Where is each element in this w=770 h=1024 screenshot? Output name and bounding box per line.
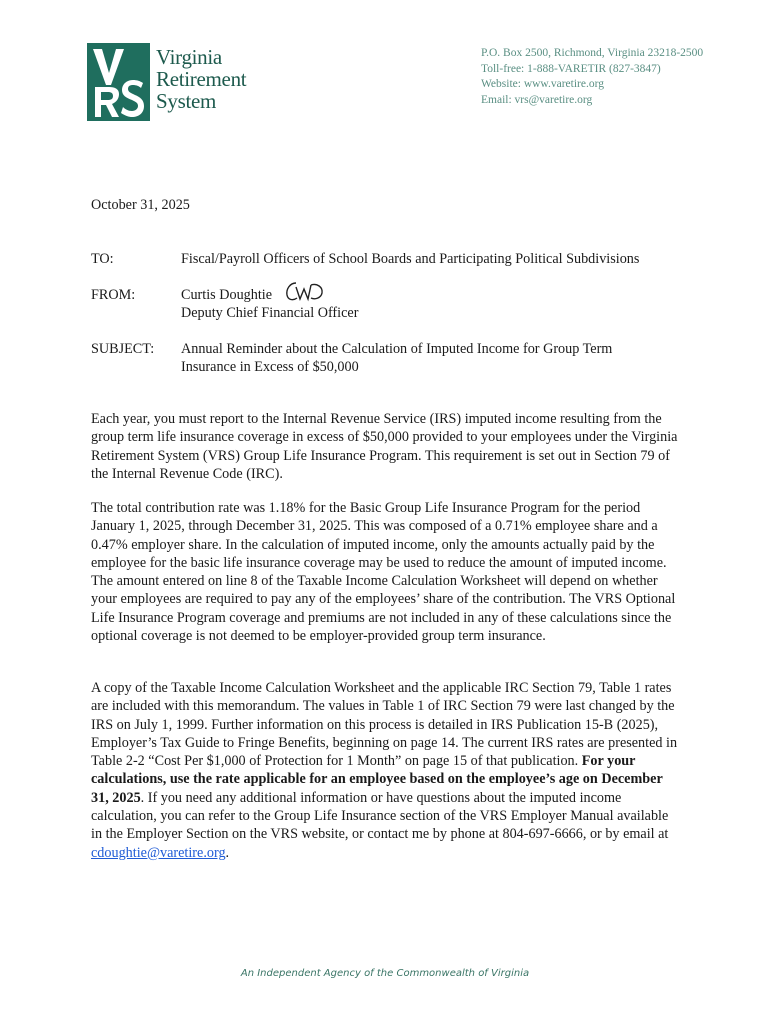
from-name: Curtis Doughtie <box>181 287 273 303</box>
from-label: FROM: <box>91 287 136 303</box>
footer-tagline: An Independent Agency of the Commonwealth of Virginia <box>240 968 530 979</box>
org-name-line2: Retirement <box>156 67 247 91</box>
vrs-monogram-icon <box>87 43 150 121</box>
paragraph-3-part-b: . If you need any additional information or have questions about the imputed income calculation, you can refer to the Group Life Insurance section of the VRS Employer Manual available in the Employer Section on the VRS website, or contact me by phone at 804-697-6666, or by email at <box>91 789 669 843</box>
subject-label: SUBJECT: <box>91 341 155 357</box>
paragraph-3-end: . <box>225 844 230 861</box>
vrs-logo <box>87 43 267 123</box>
to-label: TO: <box>91 251 114 267</box>
subject-line1: Annual Reminder about the Calculation of Imputed Income for Group Term <box>181 341 613 357</box>
memo-date: October 31, 2025 <box>91 197 190 213</box>
paragraph-1-text: Each year, you must report to the Internal Revenue Service (IRS) imputed income resulting from the group term life insurance coverage in excess of $50,000 provided to your employees under the Virginia Retirement System (VRS) Group Life Insurance Program. This requirement is set out in Section 79 of the Internal Revenue Code (IRC). <box>91 411 678 482</box>
contact-address: P.O. Box 2500, Richmond, Virginia 23218-2500 <box>481 47 704 59</box>
contact-block <box>481 46 703 108</box>
paragraph-2-text: The total contribution rate was 1.18% for the Basic Group Life Insurance Program for the period January 1, 2025, through December 31, 2025. This was composed of a 0.71% employee share and a 0.47% employer share. In the calculation of imputed income, only the amounts actually paid by the employee for the basic life insurance coverage may be used to reduce the amount of imputed income. The amount entered on line 8 of the Taxable Income Calculation Worksheet will depend on whether your employees are required to pay any of the employees’ share of the contribution. The VRS Optional Life Insurance Program coverage and premiums are not included in any of these calculations since the optional coverage is not deemed to be employer-provided group term insurance. <box>91 500 676 645</box>
to-value: Fiscal/Payroll Officers of School Boards and Participating Political Subdivisions <box>181 251 640 267</box>
paragraph-3-text <box>91 679 681 862</box>
org-name <box>156 46 246 112</box>
paragraph-3-part-a: A copy of the Taxable Income Calculation Worksheet and the applicable IRC Section 79, Table 1 rates are included with this memorandum. The values in Table 1 of IRC Section 79 were last changed by the IRS on July 1, 1999. Further information on this process is detailed in IRS Publication 15-B (2025), Employer’s Tax Guide to Fringe Benefits, beginning on page 14. The current IRS rates are presented in Table 2-2 “Cost Per $1,000 of Protection for 1 Month” on page 15 of that publication. <box>91 680 678 770</box>
contact-email[interactable]: Email: vrs@varetire.org <box>481 93 593 106</box>
contact-website[interactable]: Website: www.varetire.org <box>481 78 604 90</box>
org-name-line1: Virginia <box>156 45 222 69</box>
vrs-logo-mark <box>87 43 150 121</box>
paragraph-3-bold: For your calculations, use the rate applicable for an employee based on the employee’s age on December 31, 2025 <box>91 753 663 806</box>
paragraph-1 <box>91 410 681 483</box>
email-link[interactable]: cdoughtie@varetire.org <box>91 844 226 861</box>
subject-line2: Insurance in Excess of $50,000 <box>181 359 359 375</box>
paragraph-2 <box>91 499 681 645</box>
from-title: Deputy Chief Financial Officer <box>181 305 359 321</box>
contact-tollfree: Toll-free: 1-888-VARETIR (827-3847) <box>481 62 661 75</box>
paragraph-3 <box>91 679 681 862</box>
org-name-line3: System <box>156 89 217 113</box>
